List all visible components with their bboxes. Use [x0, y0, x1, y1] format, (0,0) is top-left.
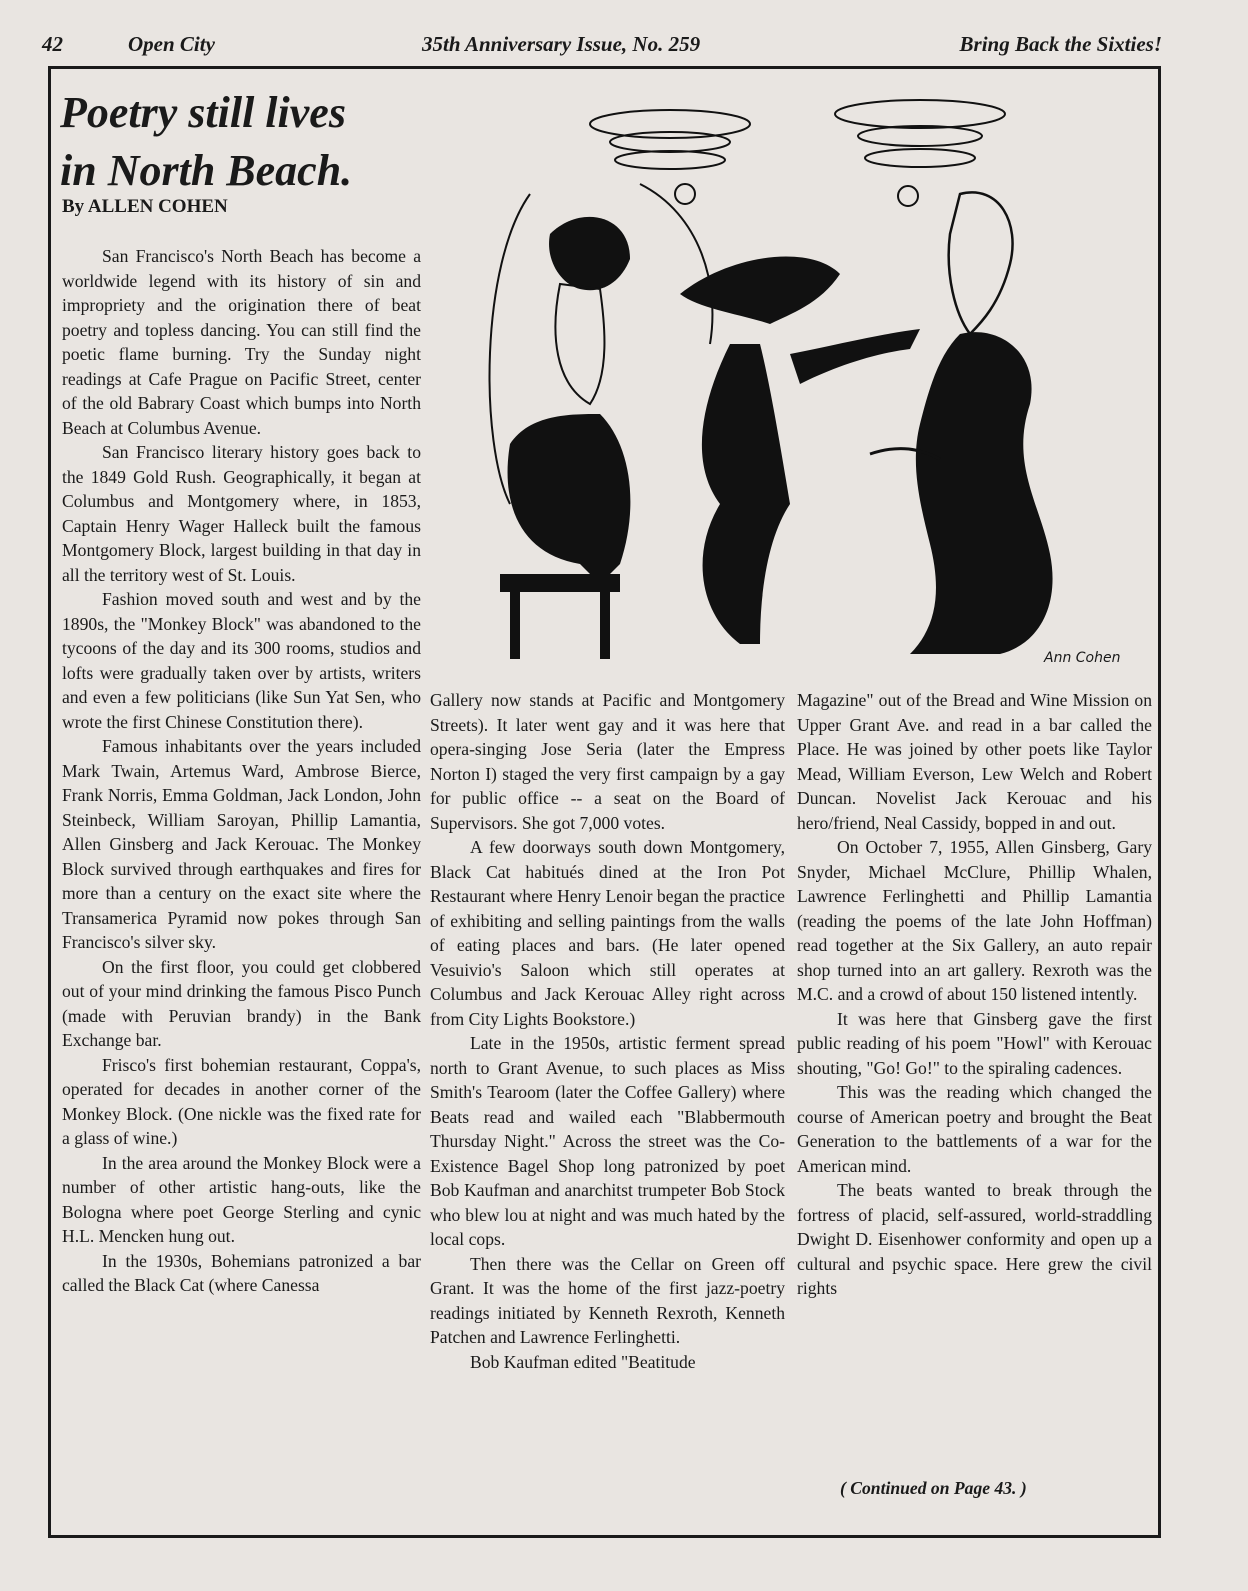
byline: By ALLEN COHEN — [62, 196, 228, 217]
standing-poet-figure — [870, 192, 1053, 654]
paragraph: The beats wanted to break through the fortress of placid, self-assured, world-straddling Dwight D. Eisenhower conformity and open up a cultural and psychic space. Here grew the civil rights — [797, 1180, 1152, 1298]
paragraph: San Francisco literary history goes back to the 1849 Gold Rush. Geographically, it began at Columbus and Montgomery where, in 1853, Captain Henry Wager Halleck built the famous Montgomery Block, largest building in that day in all the territory west of St. Louis. — [62, 442, 421, 585]
paragraph: A few doorways south down Montgomery, Black Cat habitués dined at the Iron Pot Restaurant where Henry Lenoir began the practice of exhibiting and selling paintings from the walls of eating places and bars. (He later opened Vesuivio's Saloon which still operates at Columbus and Jack Kerouac Alley right across from City Lights Bookstore.) — [430, 837, 785, 1029]
paragraph: Gallery now stands at Pacific and Montgomery Streets). It later went gay and it was here that opera-singing Jose Seria (later the Empress Norton I) staged the very first campaign by a gay for public office -- a seat on the Board of Supervisors. She got 7,000 votes. — [430, 690, 785, 833]
paragraph: In the area around the Monkey Block were a number of other artistic hang-outs, like the Bologna where poet George Sterling and cynic H.L. Mencken hung out. — [62, 1152, 421, 1246]
header-slogan: Bring Back the Sixties! — [959, 32, 1162, 56]
continued-notice: ( Continued on Page 43. ) — [840, 1478, 1027, 1498]
halo-spiral-right — [835, 100, 1005, 128]
paragraph: On October 7, 1955, Allen Ginsberg, Gary Snyder, Michael McClure, Phillip Whalen, Lawrence Ferlinghetti and Phillip Lamantia (reading the poems of the late John Hoffman) read together at the Six Gallery, an auto repair shop turned into an art gallery. Rexroth was the M.C. and a crowd of about 150 listened intently. — [797, 837, 1152, 1004]
issue-label: 35th Anniversary Issue, No. 259 — [422, 32, 701, 56]
paragraph: Fashion moved south and west and by the 1890s, the "Monkey Block" was abandoned to the tycoons of the day and its 300 rooms, studios and lofts were gradually taken over by artists, writers and even a few politicians (like Sun Yat Sen, who wrote the first Chinese Constitution there). — [62, 589, 421, 732]
paragraph: Bob Kaufman edited "Beatitude — [470, 1351, 696, 1372]
artist-signature: Ann Cohen — [1044, 650, 1121, 666]
article-headline — [60, 84, 480, 200]
paragraph: In the 1930s, Bohemians patronized a bar called the Black Cat (where Canessa — [62, 1250, 421, 1295]
page-number: 42 — [42, 32, 63, 56]
halo-spiral-left — [590, 110, 750, 138]
paragraph: This was the reading which changed the course of American poetry and brought the Beat Generation to the battlements of a war for the American mind. — [797, 1082, 1152, 1176]
headline-line-2: in North Beach. — [60, 146, 353, 195]
headline-line-1: Poetry still lives — [60, 88, 346, 137]
beat-poets-illustration — [440, 84, 1152, 680]
text-column-1 — [62, 244, 421, 1298]
text-column-3 — [797, 688, 1152, 1301]
paragraph: On the first floor, you could get clobbered out of your mind drinking the famous Pisco Punch (made with Peruvian brandy) in the Bank Exchange bar. — [62, 956, 421, 1050]
publication-name: Open City — [128, 32, 215, 56]
paragraph: Late in the 1950s, artistic ferment spread north to Grant Avenue, to such places as Miss Smith's Tearoom (later the Coffee Gallery) where Beats read and wailed each "Blabbermouth Thursday Night." Across the street was the Co-Existence Bagel Shop long patronized by poet Bob Kaufman and anarchitst trumpeter Bob Stock who blew lou at night and was much hated by the local cops. — [430, 1033, 785, 1249]
paragraph: It was here that Ginsberg gave the first public reading of his poem "Howl" with Kerouac shouting, "Go! Go!" to the spiraling cadences. — [797, 1008, 1152, 1078]
seated-poet-figure — [500, 217, 630, 659]
paragraph: Frisco's first bohemian restaurant, Coppa's, operated for decades in another corner of the Monkey Block. (One nickle was the fixed rate for a glass of wine.) — [62, 1054, 421, 1148]
running-head — [42, 32, 1162, 62]
paragraph: Famous inhabitants over the years included Mark Twain, Artemus Ward, Ambrose Bierce, Frank Norris, Emma Goldman, Jack London, John Steinbeck, William Saroyan, Phillip Lamantia, Allen Ginsberg and Jack Kerouac. The Monkey Block survived through earthquakes and fires for more than a century on the exact site where the Transamerica Pyramid now pokes through San Francisco's silver sky. — [62, 736, 421, 952]
paragraph: Magazine" out of the Bread and Wine Mission on Upper Grant Ave. and read in a bar called the Place. He was joined by other poets like Taylor Mead, William Everson, Lew Welch and Robert Duncan. Novelist Jack Kerouac and his hero/friend, Neal Cassidy, bopped in and out. — [797, 690, 1152, 833]
paragraph: Then there was the Cellar on Green off Grant. It was the home of the first jazz-poetry readings initiated by Kenneth Rexroth, Kenneth Patchen and Lawrence Ferlinghetti. — [430, 1253, 785, 1347]
paragraph: San Francisco's North Beach has become a worldwide legend with its history of sin and impropriety and the origination there of beat poetry and topless dancing. You can still find the poetic flame burning. Try the Sunday night readings at Cafe Prague on Pacific Street, center of the old Babrary Coast which bumps into North Beach at Columbus Avenue. — [62, 246, 421, 438]
text-column-2 — [430, 688, 785, 1374]
